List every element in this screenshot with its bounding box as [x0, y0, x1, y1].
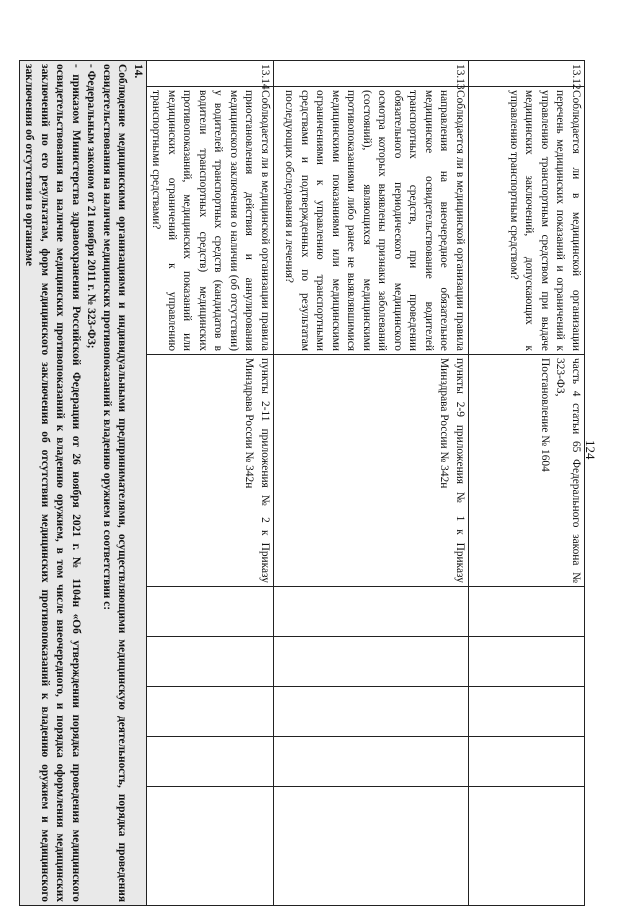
row-question: Соблюдается ли в медицинской организации правила направления на внеочередное обязательное медицинское освидетельствование водителей транспортных средств, при проведении обязательного периодического медицинского осмотра которых выявлены признаки заболеваний (состояний), являющихся медицинскими противопоказаниями либо ранее не выявлявшимися медицинскими показаниями или медицинскими ограничениями к управлению транспортными средствами и подтвержденных по результатам последующих обследования и лечения?	[274, 87, 469, 355]
notes-cell	[469, 787, 585, 906]
section-title: Соблюдение медицинскими организациями и индивидуальными предпринимателями, осуществляющими медицинскую деятельность, порядка проведения освидетельствования на наличие медицинских противопоказаний к владению оружием в соответствии с:	[101, 64, 129, 902]
section-header-row	[20, 61, 147, 906]
table-row	[274, 61, 469, 906]
answer-cell	[274, 637, 469, 687]
answer-cell	[469, 587, 585, 637]
answer-cell	[147, 587, 274, 637]
section-number: 14.	[132, 64, 144, 79]
checklist-table-rotated	[23, 60, 585, 905]
answer-cell	[469, 737, 585, 787]
row-question: Соблюдается ли в медицинской организации правила приостановления действия и аннулирования медицинского заключения о наличии (об отсутствии) у водителей транспортных средств (кандидатов в водители транспортных средств) медицинских противопоказаний, медицинских показаний или медицинских ограничений к управлению транспортными средствами?	[147, 87, 274, 355]
table-row	[469, 61, 585, 906]
row-references	[469, 355, 585, 587]
answer-cell	[469, 687, 585, 737]
row-number: 13.13	[274, 61, 469, 87]
notes-cell	[274, 787, 469, 906]
reference-line: Постановление № 1604	[539, 358, 551, 472]
answer-cell	[274, 737, 469, 787]
answer-cell	[147, 737, 274, 787]
reference-line: пункты 2-9 приложения № 1 к Приказу Минздрава России № 342н	[438, 358, 466, 583]
checklist-table	[19, 60, 585, 906]
row-references	[147, 355, 274, 587]
notes-cell	[147, 787, 274, 906]
answer-cell	[147, 637, 274, 687]
row-question: Соблюдается ли в медицинской организации перечень медицинских показаний и ограничений к управлению транспортным средством при выдаче медицинских заключений, допускающих к управлению транспортным средством?	[469, 87, 585, 355]
page-number: 124	[583, 440, 598, 460]
section-law-reference: - Федеральным законом от 21 ноября 2011 г. № 323-ФЗ;	[85, 64, 98, 349]
row-number: 13.14	[147, 61, 274, 87]
answer-cell	[274, 587, 469, 637]
table-row	[147, 61, 274, 906]
answer-cell	[147, 687, 274, 737]
reference-line: часть 4 статьи 65 Федерального закона № 323-ФЗ,	[554, 358, 582, 583]
section-order-reference: - приказом Министерства здравоохранения Российской Федерации от 26 ноября 2021 г. № 1104н «Об утверждении порядка проведения медицинского освидетельствования на наличие медицинских противопоказаний к владению оружием, в том числе внеочередного, и порядка оформления медицинских заключений по его результатам, форм медицинского заключения об отсутствии медицинских противопоказаний к владению оружием и медицинского заключения об отсутствии в организме	[23, 64, 82, 902]
row-references	[274, 355, 469, 587]
section-header	[20, 61, 147, 906]
answer-cell	[274, 687, 469, 737]
row-number: 13.12	[469, 61, 585, 87]
reference-line: пункты 2-11 приложения № 2 к Приказу Минздрава России № 342н	[243, 358, 271, 583]
answer-cell	[469, 637, 585, 687]
